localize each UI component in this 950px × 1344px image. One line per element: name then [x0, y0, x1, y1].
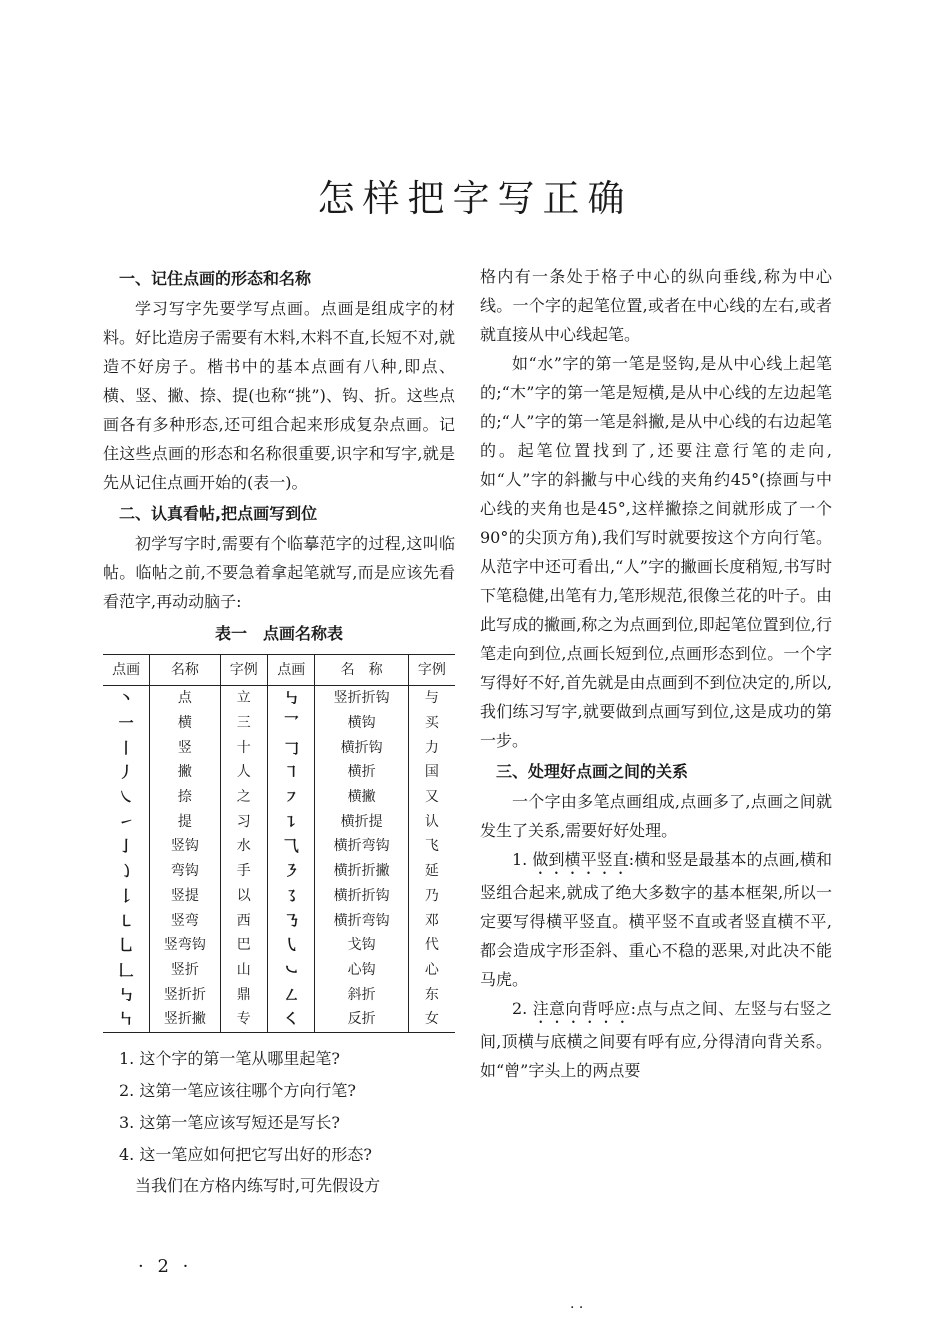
paragraph-text: :点与点之间、左竖与右竖之间,顶横与底横之间要有呼有应,分得清向背关系。如“曾”字头上的两点要 — [480, 999, 832, 1080]
table-cell: 横 — [150, 711, 220, 736]
table-row — [103, 834, 455, 859]
paragraph-text: :横和竖是最基本的点画,横和竖组合起来,就成了绝大多数字的基本框架,所以一定要写得横平竖直。横平竖不直或者竖直横不平,都会造成字形歪斜、重心不稳的恶果,对此决不能马虎。 — [480, 850, 832, 989]
question-item: 4. 这一笔应如何把它写出好的形态? — [119, 1144, 372, 1164]
stroke-glyph-cell: ㇌ — [268, 884, 315, 909]
stroke-names-table — [103, 654, 455, 1033]
paragraph: 如“水”字的第一笔是竖钩,是从中心线上起笔的;“木”字的第一笔是短横,是从中心线的左边起笔的;“人”字的第一笔是斜撇,是从中心线的右边起笔的。起笔位置找到了,还要注意行笔的走向,如“人”字的斜撇与中心线的夹角约45°(捺画与中心线的夹角也是45°,这样撇捺之间就形成了一个90°的尖顶方角),我们写时就要按这个方向行笔。从范字中还可看出,“人”字的撇画长度稍短,书写时下笔稳健,出笔有力,笔形规范,很像兰花的叶子。由此写成的撇画,称之为点画到位,即起笔位置到位,行笔走向到位,点画长短到位,点画形态到位。一个字写得好不好,首先就是由点画到不到位决定的,所以,我们练习写字,就要做到点画写到位,这是成功的第一步。 — [480, 354, 832, 750]
table-cell: 巴 — [220, 933, 267, 958]
table-cell: 弯钩 — [150, 859, 220, 884]
table-cell: 反折 — [315, 1007, 408, 1032]
table-cell: 东 — [408, 982, 455, 1007]
table-cell: 买 — [408, 711, 455, 736]
table-header-row — [103, 655, 455, 686]
numbered-lead: 1. — [512, 850, 533, 869]
section-heading-1: 一、记住点画的形态和名称 — [119, 269, 312, 288]
table-cell: 竖折折钩 — [315, 686, 408, 711]
table-cell: 女 — [408, 1007, 455, 1032]
table-cell: 竖折折 — [150, 982, 220, 1007]
page-number: · 2 · — [138, 1256, 193, 1277]
table-cell: 人 — [220, 760, 267, 785]
table-cell: 力 — [408, 735, 455, 760]
stroke-glyph-cell: 丨 — [118, 738, 134, 757]
table-row — [103, 933, 455, 958]
table-cell: 竖折 — [150, 958, 220, 983]
stroke-glyph-cell: 𠄌 — [118, 886, 134, 905]
table-cell: 竖弯钩 — [150, 933, 220, 958]
stroke-glyph-cell: ㇛ — [268, 1007, 315, 1032]
stroke-glyph-cell: ㇊ — [268, 809, 315, 834]
question-item: 1. 这个字的第一笔从哪里起笔? — [119, 1048, 340, 1068]
question-list — [103, 1043, 455, 1171]
table-cell: 横撇 — [315, 785, 408, 810]
paragraph: 格内有一条处于格子中心的纵向垂线,称为中心线。一个字的起笔位置,或者在中心线的左右,或者就直接从中心线起笔。 — [480, 267, 832, 344]
left-column — [103, 262, 455, 1200]
table-cell: 飞 — [408, 834, 455, 859]
table-cell: 乃 — [408, 884, 455, 909]
section-heading-3: 三、处理好点画之间的关系 — [496, 762, 689, 781]
table-cell: 代 — [408, 933, 455, 958]
table-header: 名称 — [150, 655, 220, 686]
stroke-glyph-cell: ㇞ — [118, 1010, 134, 1029]
table-cell: 水 — [220, 834, 267, 859]
table-cell: 点 — [150, 686, 220, 711]
stroke-glyph-cell: 丶 — [118, 689, 134, 708]
table-cell: 横折 — [315, 760, 408, 785]
section-heading-2: 二、认真看帖,把点画写到位 — [119, 504, 318, 523]
table-header: 字例 — [220, 655, 267, 686]
table-row — [103, 884, 455, 909]
table-cell: 横折钩 — [315, 735, 408, 760]
table-cell: 横折折撇 — [315, 859, 408, 884]
emphasized-term: 注意向背呼应 — [532, 999, 631, 1018]
paragraph: 一个字由多笔点画组成,点画多了,点画之间就发生了关系,需要好好处理。 — [480, 792, 832, 840]
stroke-glyph-cell: ㇂ — [268, 933, 315, 958]
table-cell: 斜折 — [315, 982, 408, 1007]
table-cell: 认 — [408, 809, 455, 834]
table-cell: 邓 — [408, 908, 455, 933]
page-title: 怎样把字写正确 — [317, 177, 633, 220]
stroke-glyph-cell: ㇃ — [268, 958, 315, 983]
stroke-glyph-cell: ㇜ — [268, 982, 315, 1007]
stroke-glyph-cell: ㇇ — [268, 785, 315, 810]
paragraph — [480, 994, 832, 1085]
stroke-glyph-cell: ㇡ — [268, 908, 315, 933]
table-header: 字例 — [408, 655, 455, 686]
table-body — [103, 686, 455, 1033]
table-row — [103, 686, 455, 711]
table-cell: 横折弯钩 — [315, 834, 408, 859]
table-row — [103, 760, 455, 785]
table-header: 点画 — [268, 655, 315, 686]
table-cell: 竖 — [150, 735, 220, 760]
table-cell: 专 — [220, 1007, 267, 1032]
stroke-glyph-cell: 𠃊 — [118, 960, 134, 979]
table-cell: 竖弯 — [150, 908, 220, 933]
table-cell: 立 — [220, 686, 267, 711]
table-cell: 戈钩 — [315, 933, 408, 958]
table-row — [103, 785, 455, 810]
stroke-glyph-cell: ㇏ — [118, 788, 134, 807]
table-cell: 横折折钩 — [315, 884, 408, 909]
table-cell: 习 — [220, 809, 267, 834]
table-cell: 三 — [220, 711, 267, 736]
table-row — [103, 711, 455, 736]
stroke-glyph-cell: ㇉ — [118, 985, 134, 1004]
table-cell: 国 — [408, 760, 455, 785]
table-row — [103, 908, 455, 933]
table-cell: 鼎 — [220, 982, 267, 1007]
question-item: 3. 这第一笔应该写短还是写长? — [119, 1112, 340, 1132]
bottom-marks: · · — [570, 1300, 584, 1316]
stroke-glyph-cell: ㇋ — [268, 859, 315, 884]
table-cell: 撇 — [150, 760, 220, 785]
table-header: 点画 — [103, 655, 150, 686]
table-cell: 竖提 — [150, 884, 220, 909]
table-cell: 竖钩 — [150, 834, 220, 859]
table-cell: 竖折撇 — [150, 1007, 220, 1032]
table-row — [103, 1007, 455, 1032]
table-row — [103, 859, 455, 884]
table-cell: 山 — [220, 958, 267, 983]
stroke-glyph-cell: ㇉ — [268, 686, 315, 711]
stroke-glyph-cell: 一 — [118, 714, 134, 733]
table-cell: 与 — [408, 686, 455, 711]
question-item: 2. 这第一笔应该往哪个方向行笔? — [119, 1080, 356, 1100]
paragraph — [480, 845, 832, 994]
table-row — [103, 735, 455, 760]
stroke-glyph-cell: 亅 — [118, 837, 134, 856]
paragraph: 初学写字时,需要有个临摹范字的过程,这叫临帖。临帖之前,不要急着拿起笔就写,而是应该先看看范字,再动动脑子: — [103, 534, 455, 611]
stroke-glyph-cell: 乚 — [118, 936, 134, 955]
table-cell: 横折弯钩 — [315, 908, 408, 933]
table-cell: 西 — [220, 908, 267, 933]
stroke-glyph-cell: 𠃌 — [268, 735, 315, 760]
stroke-glyph-cell: ㇕ — [268, 760, 315, 785]
table-caption: 表一 点画名称表 — [214, 624, 343, 643]
emphasized-term: 做到横平竖直 — [532, 850, 629, 869]
table-row — [103, 958, 455, 983]
numbered-lead: 2. — [512, 999, 533, 1018]
table-header: 名 称 — [315, 655, 408, 686]
table-cell: 心钩 — [315, 958, 408, 983]
table-row — [103, 982, 455, 1007]
right-column — [480, 262, 832, 1085]
stroke-glyph-cell: ㇀ — [118, 812, 134, 831]
paragraph: 学习写字先要学写点画。点画是组成字的材料。好比造房子需要有木料,木料不直,长短不对,就造不好房子。楷书中的基本点画有八种,即点、横、竖、撇、捺、提(也称“挑”)、钩、折。这些点画各有多种形态,还可组合起来形成复杂点画。记住这些点画的形态和名称很重要,识字和写字,就是先从记住点画开始的(表一)。 — [103, 299, 455, 492]
stroke-glyph-cell: ㇄ — [118, 911, 134, 930]
table-cell: 之 — [220, 785, 267, 810]
table-cell: 十 — [220, 735, 267, 760]
stroke-glyph-cell: 乛 — [268, 711, 315, 736]
table-cell: 又 — [408, 785, 455, 810]
table-cell: 捺 — [150, 785, 220, 810]
table-cell: 提 — [150, 809, 220, 834]
stroke-glyph-cell: 丿 — [118, 763, 134, 782]
table-cell: 横钩 — [315, 711, 408, 736]
stroke-glyph-cell: ㇁ — [118, 862, 134, 881]
table-row — [103, 809, 455, 834]
table-cell: 延 — [408, 859, 455, 884]
table-cell: 心 — [408, 958, 455, 983]
paragraph: 当我们在方格内练写时,可先假设方 — [135, 1175, 381, 1195]
stroke-glyph-cell: ⺄ — [268, 834, 315, 859]
table-cell: 以 — [220, 884, 267, 909]
table-cell: 手 — [220, 859, 267, 884]
table-cell: 横折提 — [315, 809, 408, 834]
